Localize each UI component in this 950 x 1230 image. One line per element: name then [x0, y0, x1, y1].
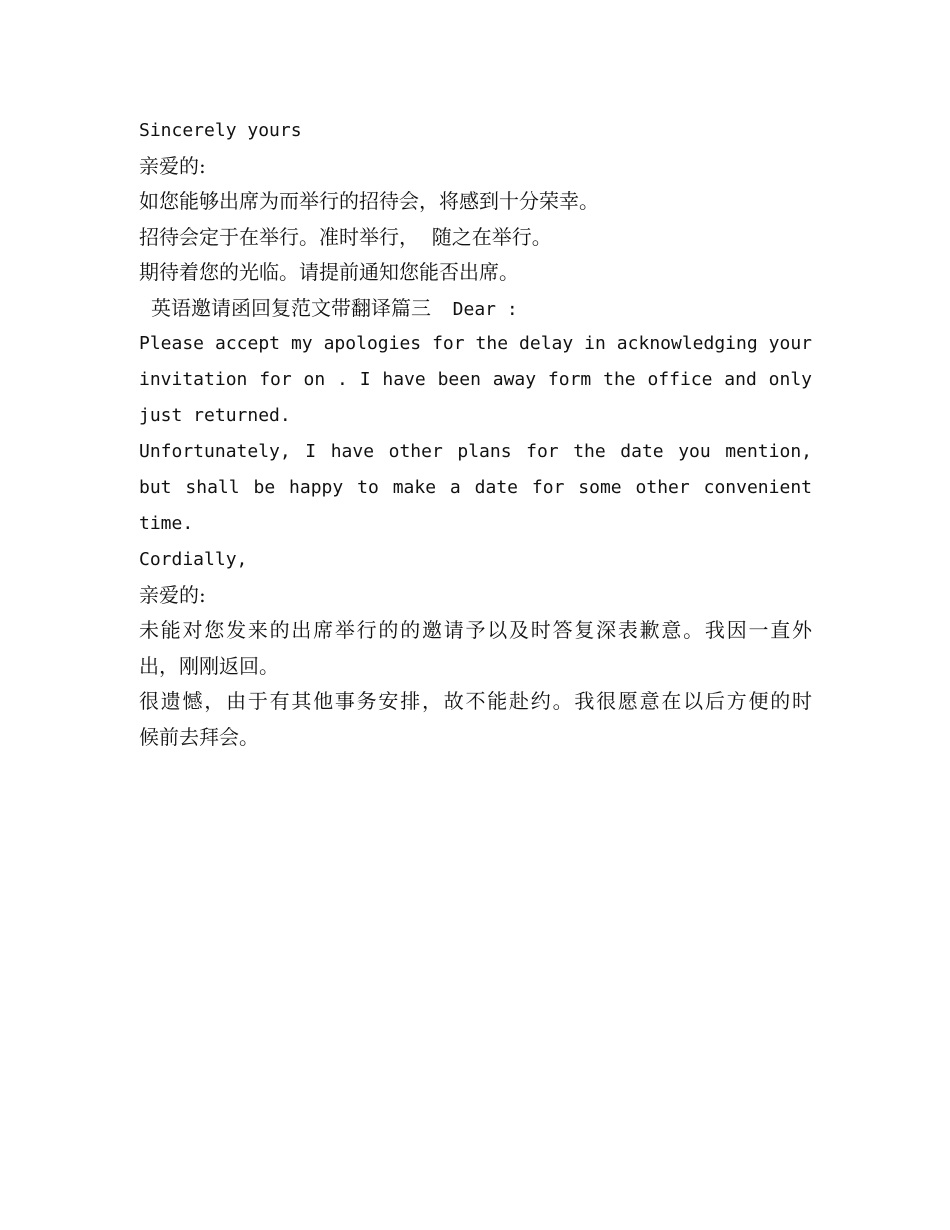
- paragraph-en-decline-line: Unfortunately, I have other plans for the date you mention,: [139, 441, 812, 462]
- closing-sincerely: Sincerely yours: [139, 120, 302, 141]
- paragraph-cn-invitation: 如您能够出席为而举行的招待会，将感到十分荣幸。: [139, 189, 599, 213]
- paragraph-cn-apology-line: 未能对您发来的出席举行的的邀请予以及时答复深表歉意。我因一直外: [139, 618, 812, 642]
- paragraph-en-apology-line: just returned.: [139, 405, 291, 426]
- section-title: 英语邀请函回复范文带翻译篇三: [151, 295, 431, 320]
- paragraph-en-apology-line: Please accept my apologies for the delay in acknowledging your: [139, 333, 812, 354]
- section-heading: [139, 291, 812, 327]
- paragraph-cn-rsvp: 期待着您的光临。请提前通知您能否出席。: [139, 260, 519, 284]
- paragraph-en-decline-line: but shall be happy to make a date for some other convenient: [139, 477, 812, 498]
- paragraph-en-apology-line: invitation for on . I have been away form the office and only: [139, 369, 812, 390]
- section-dear: Dear :: [431, 298, 518, 320]
- letter-body: [139, 113, 812, 755]
- paragraph-cn-apology-line: 出，刚刚返回。: [139, 653, 279, 678]
- salutation-cn: 亲爱的:: [139, 582, 206, 607]
- salutation-cn: 亲爱的:: [139, 153, 206, 178]
- closing-cordially: Cordially,: [139, 549, 248, 570]
- paragraph-en-decline-line: time.: [139, 513, 194, 534]
- paragraph-cn-decline-line: 很遗憾，由于有其他事务安排，故不能赴约。我很愿意在以后方便的时: [139, 689, 812, 713]
- paragraph-cn-schedule: 招待会定于在举行。准时举行， 随之在举行。: [139, 224, 552, 249]
- paragraph-cn-decline-line: 候前去拜会。: [139, 724, 259, 749]
